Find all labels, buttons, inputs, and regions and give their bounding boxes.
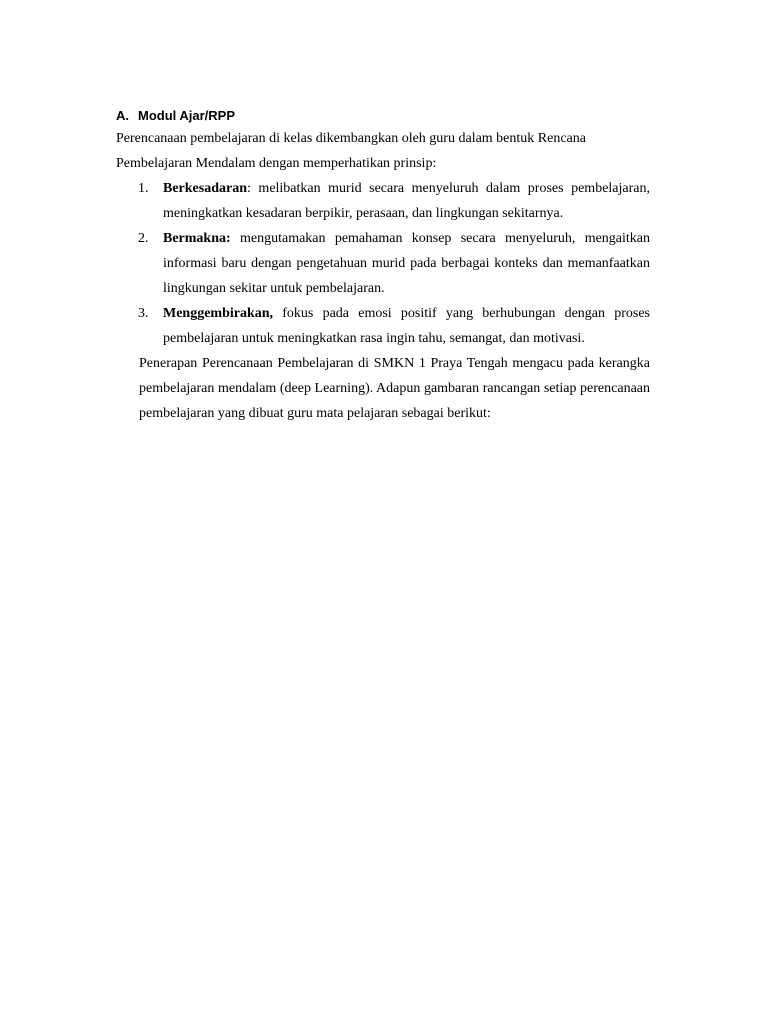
- list-item: [116, 226, 650, 301]
- list-item: [116, 176, 650, 226]
- list-item-number: 2.: [138, 231, 149, 246]
- list-item-term: Berkesadaran: [163, 181, 247, 196]
- section-heading: [116, 104, 650, 126]
- document-content: [116, 104, 650, 426]
- intro-paragraph: [116, 126, 650, 176]
- list-item-text: : melibatkan murid secara menyeluruh dalam proses pembelajaran, meningkatkan kesadaran berpikir, perasaan, dan lingkungan sekitarnya.: [163, 181, 650, 221]
- intro-line-2: Pembelajaran Mendalam dengan memperhatikan prinsip:: [116, 156, 437, 171]
- principles-list: [116, 176, 650, 351]
- list-item-body: [163, 226, 650, 301]
- list-item-number: 1.: [138, 181, 149, 196]
- list-item-text: fokus pada emosi positif yang berhubungan dengan proses pembelajaran untuk meningkatkan rasa ingin tahu, semangat, dan motivasi.: [163, 306, 650, 346]
- closing-paragraph: Penerapan Perencanaan Pembelajaran di SMKN 1 Praya Tengah mengacu pada kerangka pembelajaran mendalam (deep Learning). Adapun gambaran rancangan setiap perencanaan pembelajaran yang dibuat guru mata pelajaran sebagai berikut:: [139, 356, 650, 421]
- intro-line-1: Perencanaan pembelajaran di kelas dikembangkan oleh guru dalam bentuk Rencana: [116, 131, 586, 146]
- list-item-number: 3.: [138, 306, 149, 321]
- list-item-body: [163, 176, 650, 226]
- list-item-term: Bermakna:: [163, 231, 231, 246]
- list-item-term: Menggembirakan,: [163, 306, 274, 321]
- list-item-body: [163, 301, 650, 351]
- section-title: Modul Ajar/RPP: [138, 107, 236, 123]
- list-item: [116, 301, 650, 351]
- list-item-text: mengutamakan pemahaman konsep secara menyeluruh, mengaitkan informasi baru dengan pengetahuan murid pada berbagai konteks dan memanfaatkan lingkungan sekitar untuk pembelajaran.: [163, 231, 650, 296]
- section-letter: A.: [116, 107, 129, 123]
